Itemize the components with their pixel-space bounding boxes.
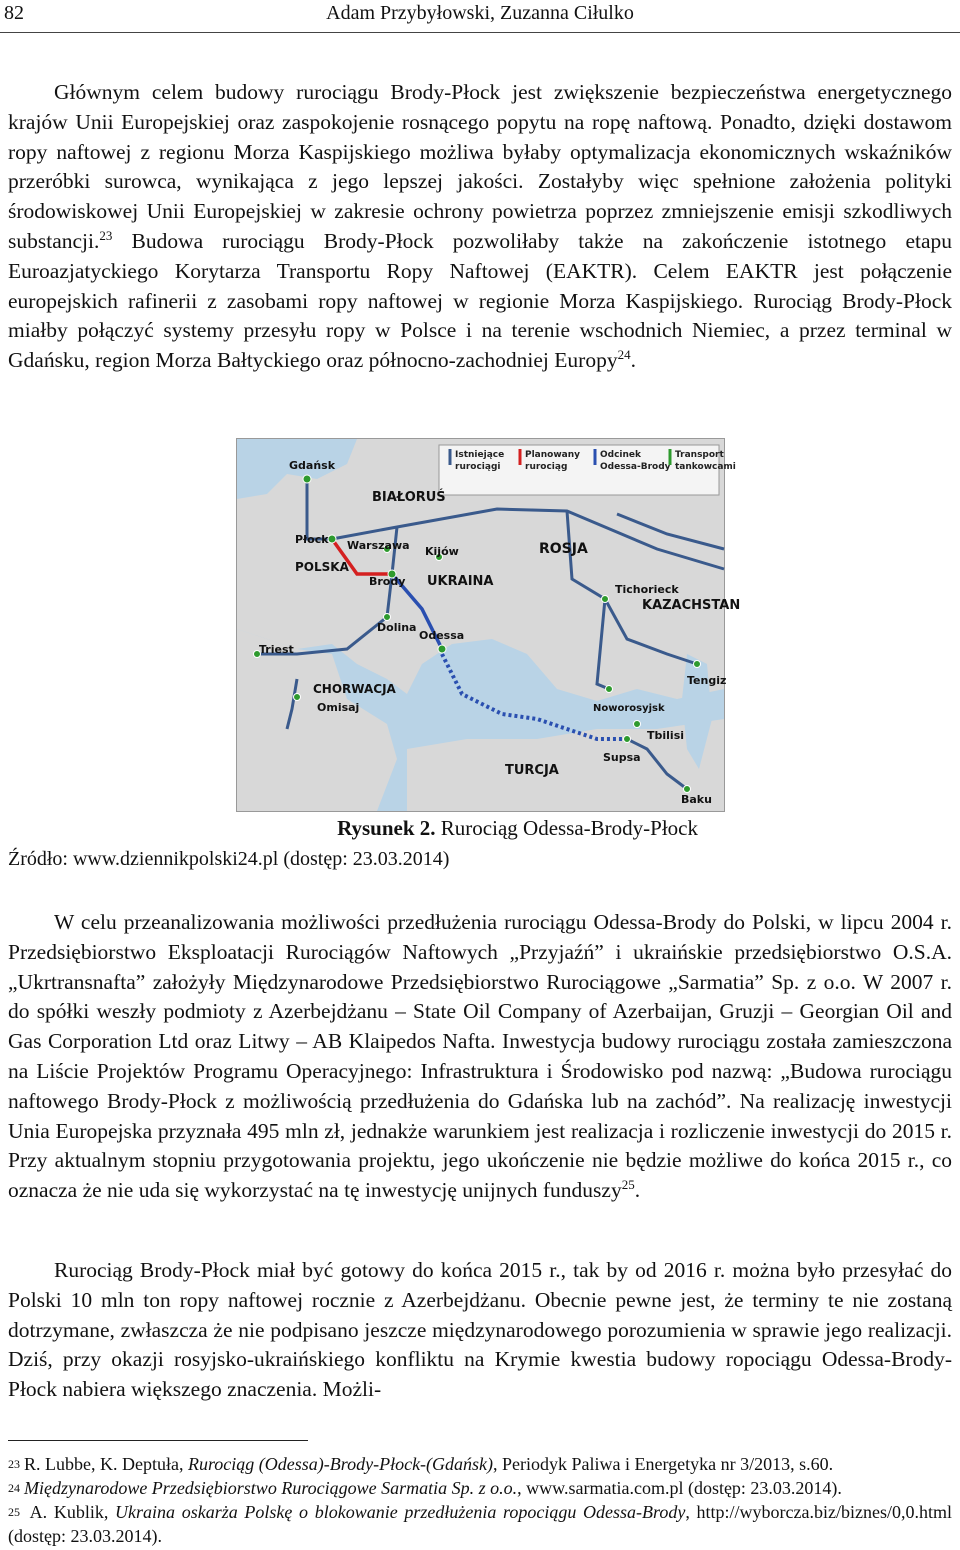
footnote-ref-24[interactable]: 24 <box>617 347 631 363</box>
figure-caption-label: Rysunek 2. <box>337 816 436 840</box>
map-legend <box>439 445 736 495</box>
label-odessa: Odessa <box>419 629 465 642</box>
label-tengiz: Tengiz <box>687 674 727 687</box>
footnote-ref-25[interactable]: 25 <box>621 1177 635 1193</box>
paragraph-1 <box>8 78 952 376</box>
footnote-number: 24 <box>8 1481 20 1495</box>
label-plock: Płock <box>295 533 329 546</box>
label-tichorieck: Tichorieck <box>615 583 679 596</box>
footnote-text: A. Kublik, <box>24 1502 116 1522</box>
label-kazachstan: KAZACHSTAN <box>642 598 741 613</box>
label-tbilisi: Tbilisi <box>647 729 685 742</box>
figure-caption <box>0 816 960 841</box>
legend-section-line2: Odessa-Brody <box>600 462 671 472</box>
label-noworosyjsk: Noworosyjsk <box>593 703 665 714</box>
footnote-title: Rurociąg (Odessa)-Brody-Płock-(Gdańsk) <box>187 1454 494 1474</box>
legend-tanker-line2: tankowcami <box>675 462 736 472</box>
label-polska: POLSKA <box>295 560 349 574</box>
footnote-text: , www.sarmatia.com.pl (dostęp: 23.03.2014). <box>517 1478 842 1498</box>
pipeline-map <box>237 439 741 811</box>
pipeline-map-figure <box>236 438 741 812</box>
footnote-24 <box>8 1476 952 1500</box>
label-triest: Triest <box>259 643 294 656</box>
footnote-number: 25 <box>8 1505 20 1519</box>
footnote-text: , Periodyk Paliwa i Energetyka nr 3/2013, s.60. <box>493 1454 834 1474</box>
paragraph-2-end: . <box>634 1178 641 1203</box>
running-head-authors: Adam Przybyłowski, Zuzanna Ciłulko <box>326 2 634 24</box>
label-turcja: TURCJA <box>505 763 559 778</box>
paragraph-1-text-a: Głównym celem budowy rurociągu Brody-Płock jest zwiększenie bezpieczeństwa energetycznego krajów Unii Europejskiej oraz zaspokojenie rosnącego popytu na ropę naftową. Ponadto, dzięki dostawom ropy naftowej z regionu Morza Kaspijskiego możliwa byłaby optymalizacja ekonomicznych wskaźników przeróbki surowca, wynikająca z jego lepszej jakości. Zostałyby więc spełnione założenia polityki środowiskowej Unii Europejskiej w zakresie ochrony powietrza poprzez zmniejszenie emisji szkodliwych substancji. <box>8 80 952 253</box>
footnote-title: Ukraina oskarża Polskę o blokowanie przedłużenia ropociągu Odessa-Brody <box>115 1502 686 1522</box>
footnote-25 <box>8 1500 952 1548</box>
page-number: 82 <box>4 2 24 24</box>
footnote-rule <box>8 1440 308 1441</box>
figure-caption-text: Rurociąg Odessa-Brody-Płock <box>435 816 698 840</box>
label-kijow: Kijów <box>425 545 459 558</box>
legend-existing-line2: rurociągi <box>455 462 501 472</box>
footnote-title: Międzynarodowe Przedsiębiorstwo Rurociągowe Sarmatia Sp. z o.o. <box>24 1478 518 1498</box>
legend-existing-line1: Istniejące <box>455 450 505 460</box>
label-brody: Brody <box>369 575 406 588</box>
label-chorwacja: CHORWACJA <box>313 682 396 696</box>
label-bialorus: BIAŁORUŚ <box>372 490 446 505</box>
legend-planned-line2: rurociąg <box>525 462 568 472</box>
legend-tanker-line1: Transport <box>675 450 724 460</box>
label-gdansk: Gdańsk <box>289 459 336 472</box>
legend-section-line1: Odcinek <box>600 450 642 460</box>
footnote-ref-23[interactable]: 23 <box>99 227 113 243</box>
footnote-23 <box>8 1452 952 1476</box>
paragraph-3: Rurociąg Brody-Płock miał być gotowy do końca 2015 r., tak by od 2016 r. można było przesyłać do Polski 10 mln ton ropy naftowej rocznie z Azerbejdżanu. Obecnie pewne jest, że terminy te nie zostaną dotrzymane, zwłaszcza że nie podpisano jeszcze międzynarodowego porozumienia w sprawie jego realizacji. Dziś, przy okazji rosyjsko-ukraińskiego konfliktu na Krymie kwestia budowy ropociągu Odessa-Brody-Płock nabiera większego znaczenia. Możli- <box>8 1258 952 1402</box>
paragraph-2 <box>8 908 952 1206</box>
footnote-text: , http://wyborcza.biz/biznes/0,0.html (dostęp: 23.03.2014). <box>8 1502 952 1546</box>
label-dolina: Dolina <box>377 621 417 634</box>
label-rosja: ROSJA <box>539 541 588 557</box>
label-baku: Baku <box>681 793 712 806</box>
running-header <box>0 0 960 33</box>
label-supsa: Supsa <box>603 751 641 764</box>
paragraph-2-text: W celu przeanalizowania możliwości przedłużenia rurociągu Odessa-Brody do Polski, w lipcu 2004 r. Przedsiębiorstwo Eksploatacji Rurociągów Naftowych „Przyjaźń” i ukraińskie przedsiębiorstwo O.S.A. „Ukrtransnafta” założyły Międzynarodowe Przedsiębiorstwo Rurociągowe „Sarmatia” Sp. z o.o. W 2007 r. do spółki weszły podmioty z Azerbejdżanu – State Oil Company of Azerbaijan, Gruzji – Georgian Oil and Gas Corporation Ltd oraz Litwy – AB Klaipedos Nafta. Inwestycja budowy rurociągu została zamieszczona na Liście Projektów Programu Operacyjnego: Infrastruktura i Środowisko pod nazwą: „Budowa rurociągu naftowego Brody-Płock z możliwością przedłużenia do Gdańska lub na zachód”. Na realizację inwestycji Unia Europejska przyznała 495 mln zł, jednakże warunkiem jest realizacja i rozliczenie inwestycji do 2015 r. Przy aktualnym stopniu przygotowania projektu, jego ukończenie nie będzie możliwe do końca 2015 r., co oznacza że nie uda się wykorzystać na tę inwestycję unijnych funduszy <box>8 910 952 1203</box>
legend-planned-line1: Planowany <box>525 450 581 460</box>
label-ukraina: UKRAINA <box>427 574 494 589</box>
footnote-number: 23 <box>8 1457 20 1471</box>
footnote-text: R. Lubbe, K. Deptuła, <box>24 1454 188 1474</box>
label-omisaj: Omisaj <box>317 701 360 714</box>
label-warszawa: Warszawa <box>347 539 410 552</box>
figure-source: Źródło: www.dziennikpolski24.pl (dostęp: 23.03.2014) <box>8 848 450 870</box>
paragraph-1-end: . <box>630 348 636 373</box>
paragraph-1-text-b: Budowa rurociągu Brody-Płock pozwoliłaby także na zakończenie istotnego etapu Euroazjatyckiego Korytarza Transportu Ropy Naftowej (EAKTR). Celem EAKTR jest połączenie europejskich rafinerii z zasobami ropy naftowej w regionie Morza Kaspijskiego. Rurociąg Brody-Płock miałby połączyć systemy przesyłu ropy w Polsce i na terenie wschodnich Niemiec, a przez terminal w Gdańsku, region Morza Bałtyckiego oraz północno-zachodniej Europy <box>8 228 952 373</box>
